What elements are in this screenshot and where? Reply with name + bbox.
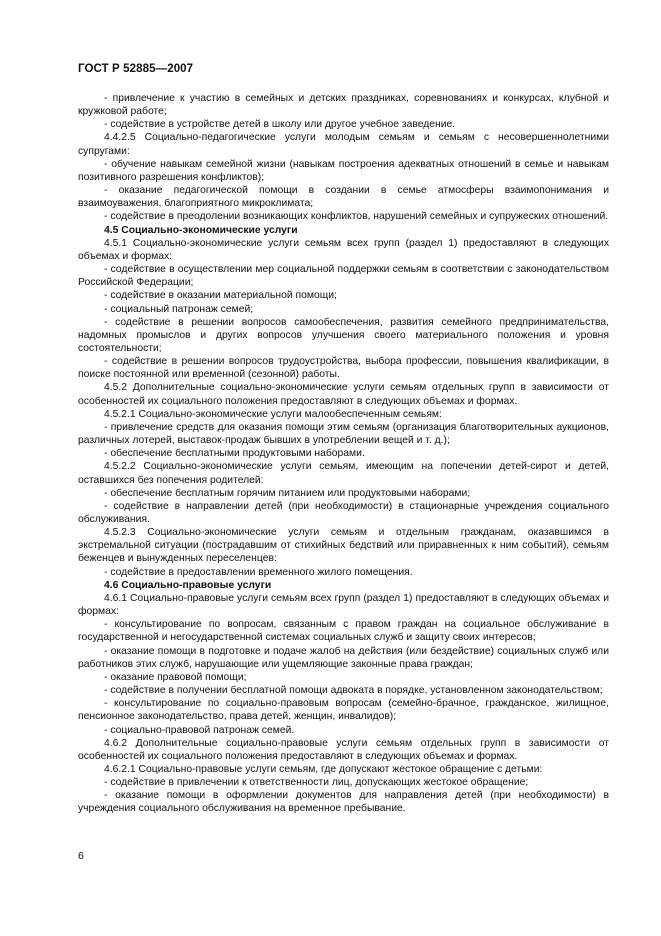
paragraph: - содействие в привлечении к ответственности лиц, допускающих жестокое обращение; bbox=[104, 777, 529, 789]
paragraph: - содействие в решении вопросов трудоустройства, выбора профессии, повышения квалификации, в поиске постоянной или временной (сезонной) работы. bbox=[78, 356, 609, 381]
paragraph: - содействие в устройстве детей в школу или другое учебное заведение. bbox=[104, 119, 456, 131]
paragraph: 4.6.2.1 Социально-правовые услуги семьям, где допускают жестокое обращение с детьми: bbox=[104, 763, 543, 775]
paragraph: - социальный патронаж семей; bbox=[104, 303, 254, 315]
paragraph: - содействие в преодолении возникающих конфликтов, нарушений семейных и супружеских отношений. bbox=[104, 211, 609, 223]
section-heading: 4.5 Социально-экономические услуги bbox=[104, 224, 298, 236]
paragraph: 4.5.2 Дополнительные социально-экономические услуги семьям отдельных групп в зависимости от особенностей их социального положения предоставляют в следующих объемах и формах. bbox=[78, 382, 609, 407]
paragraph: 4.5.2.2 Социально-экономические услуги семьям, имеющим на попечении детей-сирот и детей, оставшихся без попечения родителей: bbox=[78, 461, 609, 486]
section-heading: 4.6 Социально-правовые услуги bbox=[104, 579, 272, 591]
paragraph: - обеспечение бесплатным горячим питанием или продуктовыми наборами; bbox=[104, 487, 471, 499]
paragraph: - содействие в осуществлении мер социальной поддержки семьям в соответствии с законодательством Российской Федерации; bbox=[78, 264, 609, 289]
paragraph: 4.6.1 Социально-правовые услуги семьям всех групп (раздел 1) предоставляют в следующих объемах и формах: bbox=[78, 592, 609, 618]
paragraph: 4.6.2 Дополнительные социально-правовые услуги семьям отдельных групп в зависимости от особенностей их социального положения предоставляют в следующих объемах и формах. bbox=[78, 737, 609, 762]
paragraph: 4.5.1 Социально-экономические услуги семьям всех групп (раздел 1) предоставляют в следующих объемах и формах: bbox=[78, 237, 609, 262]
paragraph: - содействие в предоставлении временного жилого помещения. bbox=[104, 566, 413, 578]
paragraph: - содействие в направлении детей (при необходимости) в стационарные учреждения социального обслуживания. bbox=[78, 500, 609, 525]
paragraph: - консультирование по социально-правовым вопросам (семейно-брачное, гражданское, жилищное, пенсионное законодательство, права детей, женщин, инвалидов); bbox=[78, 698, 609, 723]
paragraph: - оказание помощи в оформлении документов для направления детей (при необходимости) в учреждения социального обслуживания на временное пребывание. bbox=[78, 790, 609, 815]
paragraph: - оказание правовой помощи; bbox=[104, 671, 247, 683]
paragraph: - содействие в оказании материальной помощи; bbox=[104, 290, 337, 302]
paragraph: 4.5.2.3 Социально-экономические услуги семьям и отдельным гражданам, оказавшимся в экстремальной ситуации (пострадавшим от стихийных бедствий или приравненных к ним событий), семьям беженцев и вынужденных переселенцев: bbox=[78, 527, 609, 565]
paragraph: - оказание педагогической помощи в создании в семье атмосферы взаимопонимания и взаимоуважения, благоприятного микроклимата; bbox=[78, 185, 609, 210]
paragraph: - содействие в решении вопросов самообеспечения, развития семейного предпринимательства, надомных промыслов и других вопросов улучшения своего материального положения и уровня состоятельности; bbox=[78, 316, 609, 354]
paragraph: - обеспечение бесплатными продуктовыми наборами. bbox=[104, 448, 365, 460]
document-body bbox=[78, 92, 609, 816]
page-number: 6 bbox=[78, 850, 84, 862]
paragraph: 4.5.2.1 Социально-экономические услуги малообеспеченным семьям: bbox=[104, 408, 442, 420]
paragraph: - обучение навыкам семейной жизни (навыкам построения адекватных отношений в семье и навыкам позитивного разрешения конфликтов); bbox=[78, 158, 609, 183]
document-header: ГОСТ Р 52885—2007 bbox=[78, 63, 194, 75]
paragraph: - оказание помощи в подготовке и подаче жалоб на действия (или бездействие) социальных служб или работников этих служб, нарушающие или ущемляющие законные права граждан; bbox=[78, 645, 609, 670]
paragraph: - консультирование по вопросам, связанным с правом граждан на социальное обслуживание в государственной и негосударственной системах социальных служб и защиту своих интересов; bbox=[78, 619, 609, 644]
paragraph: - привлечение средств для оказания помощи этим семьям (организация благотворительных аукционов, различных лотерей, выставок-продаж бывших в употреблении вещей и т. д.); bbox=[78, 421, 609, 447]
paragraph: - социально-правовой патронаж семей. bbox=[104, 724, 295, 736]
paragraph: - привлечение к участию в семейных и детских праздниках, соревнованиях и конкурсах, клубной и кружковой работе; bbox=[78, 93, 609, 118]
paragraph: - содействие в получении бесплатной помощи адвоката в порядке, установленном законодательством; bbox=[104, 685, 603, 697]
paragraph: 4.4.2.5 Социально-педагогические услуги молодым семьям и семьям с несовершеннолетними супругами: bbox=[78, 132, 609, 157]
